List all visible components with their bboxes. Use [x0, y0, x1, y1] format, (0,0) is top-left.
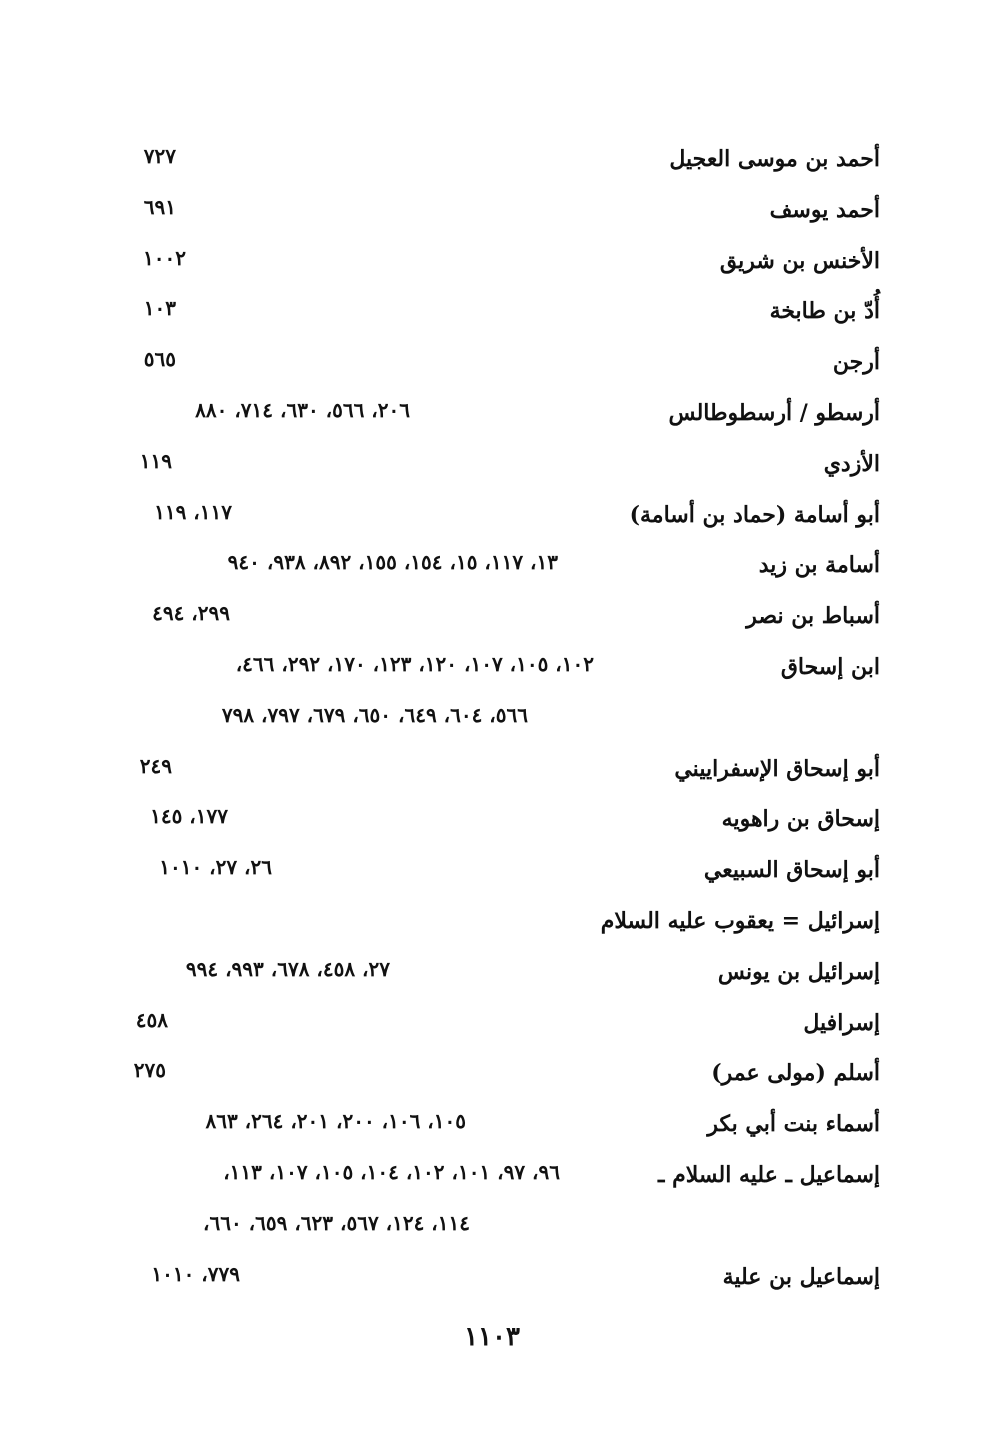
entry-name: إسحاق بن راهويه	[721, 806, 880, 833]
entry-name: أُدّ بن طابخة	[769, 298, 880, 325]
entry-pages: ٢٤٩	[139, 753, 172, 778]
entry-pages: ٩٦، ٩٧، ١٠١، ١٠٢، ١٠٤، ١٠٥، ١٠٧، ١١٣،	[223, 1159, 560, 1184]
entry-name: أحمد بن موسى العجيل	[669, 146, 880, 172]
index-row	[120, 1252, 880, 1303]
entry-name: أرسطو / أرسطوطالس	[668, 399, 880, 426]
entry-pages: ٧٧٩، ١٠١٠	[151, 1261, 240, 1286]
index-row	[120, 134, 880, 185]
entry-name: أسامة بن زيد	[758, 552, 880, 579]
entry-pages: ١١٩	[139, 448, 172, 473]
index-row	[120, 236, 880, 287]
entry-pages: ٢٠٦، ٥٦٦، ٦٣٠، ٧١٤، ٨٨٠	[195, 397, 410, 422]
entry-name: أحمد يوسف	[769, 196, 880, 223]
entry-name: إسرافيل	[803, 1009, 880, 1036]
entry-pages: ١٠٥، ١٠٦، ٢٠٠، ٢٠١، ٢٦٤، ٨٦٣	[205, 1109, 466, 1134]
entry-name: ابن إسحاق	[780, 653, 880, 680]
entry-name: أسلم (مولى عمر)	[711, 1060, 880, 1087]
entry-pages: ٥٦٦، ٦٠٤، ٦٤٩، ٦٥٠، ٦٧٩، ٧٩٧، ٧٩٨	[221, 702, 528, 727]
index-row	[120, 896, 880, 947]
index-row	[120, 1201, 880, 1252]
entry-name: أسماء بنت أبي بكر	[707, 1111, 880, 1138]
entry-name: إسماعيل بن علية	[722, 1263, 880, 1290]
index-row	[120, 286, 880, 337]
entry-pages: ١٠٣	[143, 296, 176, 321]
index-row	[120, 439, 880, 490]
entry-pages: ٥٦٥	[143, 347, 176, 372]
index-row	[120, 1048, 880, 1099]
entry-pages: ١٧٧، ١٤٥	[150, 804, 228, 829]
index-row	[120, 845, 880, 896]
entry-name: إسماعيل ـ عليه السلام ـ	[658, 1161, 880, 1188]
entry-pages: ٤٥٨	[135, 1007, 168, 1032]
entry-pages: ١٠٢، ١٠٥، ١٠٧، ١٢٠، ١٢٣، ١٧٠، ٢٩٢، ٤٦٦،	[235, 651, 594, 676]
index-row	[120, 388, 880, 439]
entry-pages: ١٣، ١١٧، ١٥، ١٥٤، ١٥٥، ٨٩٢، ٩٣٨، ٩٤٠	[227, 550, 558, 575]
entry-pages: ٦٩١	[143, 194, 176, 219]
index-row	[120, 693, 880, 744]
entry-pages: ٢٧، ٤٥٨، ٦٧٨، ٩٩٣، ٩٩٤	[185, 956, 390, 981]
index-row	[120, 1150, 880, 1201]
index-row	[120, 947, 880, 998]
index-row	[120, 998, 880, 1049]
entry-name: الأخنس بن شريق	[719, 247, 880, 274]
index-row	[120, 1099, 880, 1150]
index-row	[120, 490, 880, 541]
entry-pages: ١١٤، ١٢٤، ٥٦٧، ٦٢٣، ٦٥٩، ٦٦٠،	[203, 1210, 470, 1235]
entry-pages: ١١٧، ١١٩	[154, 499, 232, 524]
index-row	[120, 794, 880, 845]
entry-name: أبو أسامة (حماد بن أسامة)	[629, 501, 880, 528]
entry-name: الأزدي	[823, 450, 880, 477]
entry-name: إسرائيل بن يونس	[717, 958, 880, 985]
index-row	[120, 337, 880, 388]
page-number: ١١٠٣	[464, 1322, 520, 1352]
entry-pages: ١٠٠٢	[143, 245, 186, 270]
index-row	[120, 642, 880, 693]
index-row	[120, 185, 880, 236]
entry-pages: ٢٧٥	[133, 1058, 166, 1083]
entry-name: أسباط بن نصر	[746, 603, 880, 630]
entry-name: إسرائيل = يعقوب عليه السلام	[600, 907, 880, 934]
entry-name: أرجن	[832, 349, 880, 376]
index-row	[120, 540, 880, 591]
entry-pages: ٢٦، ٢٧، ١٠١٠	[159, 855, 272, 880]
index-row	[120, 591, 880, 642]
index-row	[120, 744, 880, 795]
entry-pages: ٢٩٩، ٤٩٤	[152, 601, 230, 626]
entry-name: أبو إسحاق الإسفراييني	[674, 755, 880, 782]
entry-name: أبو إسحاق السبيعي	[703, 857, 880, 884]
entry-pages: ٧٢٧	[143, 144, 176, 168]
name-index	[120, 134, 880, 1302]
